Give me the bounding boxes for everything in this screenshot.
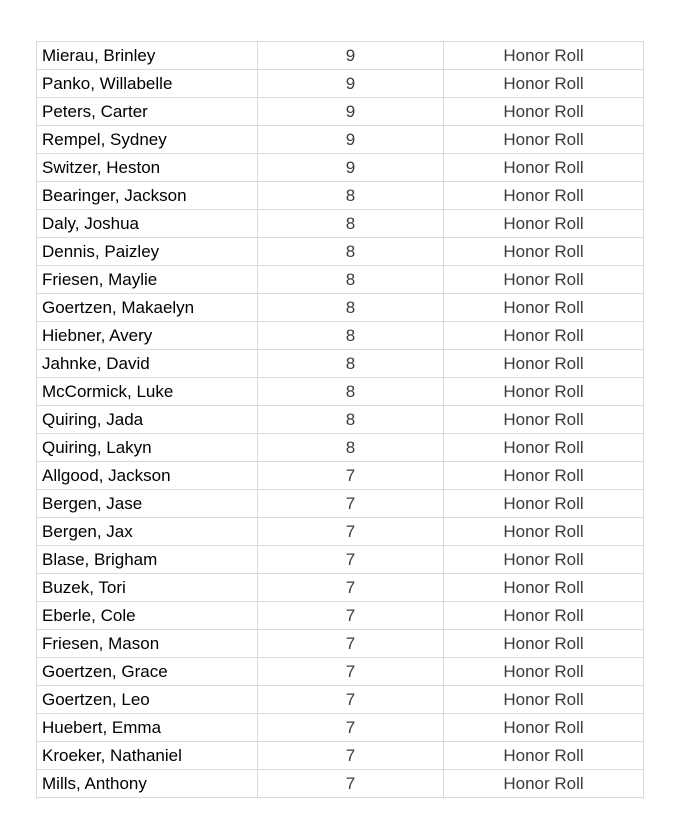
student-name-cell: Switzer, Heston <box>37 154 258 182</box>
table-row <box>37 210 644 238</box>
table-row <box>37 98 644 126</box>
table-row <box>37 686 644 714</box>
award-cell: Honor Roll <box>444 518 644 546</box>
table-row <box>37 322 644 350</box>
table-row <box>37 546 644 574</box>
student-name-cell: Allgood, Jackson <box>37 462 258 490</box>
grade-cell: 7 <box>258 658 444 686</box>
grade-cell: 9 <box>258 70 444 98</box>
grade-cell: 8 <box>258 294 444 322</box>
award-cell: Honor Roll <box>444 238 644 266</box>
table-row <box>37 294 644 322</box>
student-name-cell: Goertzen, Grace <box>37 658 258 686</box>
grade-cell: 7 <box>258 462 444 490</box>
grade-cell: 7 <box>258 546 444 574</box>
student-name-cell: Quiring, Jada <box>37 406 258 434</box>
table-row <box>37 658 644 686</box>
student-name-cell: Goertzen, Makaelyn <box>37 294 258 322</box>
grade-cell: 7 <box>258 742 444 770</box>
award-cell: Honor Roll <box>444 490 644 518</box>
table-row <box>37 42 644 70</box>
student-name-cell: Daly, Joshua <box>37 210 258 238</box>
table-row <box>37 406 644 434</box>
grade-cell: 7 <box>258 686 444 714</box>
table-row <box>37 742 644 770</box>
table-row <box>37 518 644 546</box>
award-cell: Honor Roll <box>444 210 644 238</box>
student-name-cell: Goertzen, Leo <box>37 686 258 714</box>
table-row <box>37 378 644 406</box>
grade-cell: 8 <box>258 322 444 350</box>
grade-cell: 8 <box>258 266 444 294</box>
student-name-cell: Friesen, Mason <box>37 630 258 658</box>
grade-cell: 7 <box>258 770 444 798</box>
student-name-cell: McCormick, Luke <box>37 378 258 406</box>
award-cell: Honor Roll <box>444 294 644 322</box>
award-cell: Honor Roll <box>444 154 644 182</box>
student-name-cell: Huebert, Emma <box>37 714 258 742</box>
award-cell: Honor Roll <box>444 378 644 406</box>
award-cell: Honor Roll <box>444 98 644 126</box>
student-name-cell: Friesen, Maylie <box>37 266 258 294</box>
student-name-cell: Hiebner, Avery <box>37 322 258 350</box>
student-name-cell: Eberle, Cole <box>37 602 258 630</box>
grade-cell: 9 <box>258 126 444 154</box>
student-name-cell: Bearinger, Jackson <box>37 182 258 210</box>
student-name-cell: Bergen, Jase <box>37 490 258 518</box>
grade-cell: 8 <box>258 238 444 266</box>
award-cell: Honor Roll <box>444 574 644 602</box>
award-cell: Honor Roll <box>444 406 644 434</box>
table-row <box>37 238 644 266</box>
award-cell: Honor Roll <box>444 742 644 770</box>
student-name-cell: Panko, Willabelle <box>37 70 258 98</box>
student-name-cell: Blase, Brigham <box>37 546 258 574</box>
award-cell: Honor Roll <box>444 434 644 462</box>
table-row <box>37 490 644 518</box>
table-row <box>37 350 644 378</box>
award-cell: Honor Roll <box>444 42 644 70</box>
award-cell: Honor Roll <box>444 182 644 210</box>
award-cell: Honor Roll <box>444 658 644 686</box>
award-cell: Honor Roll <box>444 602 644 630</box>
grade-cell: 7 <box>258 714 444 742</box>
award-cell: Honor Roll <box>444 770 644 798</box>
award-cell: Honor Roll <box>444 462 644 490</box>
table-row <box>37 154 644 182</box>
award-cell: Honor Roll <box>444 126 644 154</box>
table-row <box>37 770 644 798</box>
grade-cell: 7 <box>258 490 444 518</box>
table-row <box>37 434 644 462</box>
table-body <box>37 42 644 798</box>
table-row <box>37 574 644 602</box>
award-cell: Honor Roll <box>444 322 644 350</box>
student-name-cell: Peters, Carter <box>37 98 258 126</box>
grade-cell: 8 <box>258 406 444 434</box>
award-cell: Honor Roll <box>444 350 644 378</box>
student-name-cell: Kroeker, Nathaniel <box>37 742 258 770</box>
grade-cell: 7 <box>258 574 444 602</box>
student-name-cell: Mierau, Brinley <box>37 42 258 70</box>
table-row <box>37 602 644 630</box>
grade-cell: 7 <box>258 518 444 546</box>
grade-cell: 7 <box>258 602 444 630</box>
student-name-cell: Bergen, Jax <box>37 518 258 546</box>
grade-cell: 9 <box>258 98 444 126</box>
grade-cell: 8 <box>258 350 444 378</box>
table-row <box>37 630 644 658</box>
student-name-cell: Jahnke, David <box>37 350 258 378</box>
award-cell: Honor Roll <box>444 266 644 294</box>
award-cell: Honor Roll <box>444 70 644 98</box>
grade-cell: 8 <box>258 182 444 210</box>
award-cell: Honor Roll <box>444 630 644 658</box>
table-row <box>37 266 644 294</box>
student-name-cell: Dennis, Paizley <box>37 238 258 266</box>
grade-cell: 9 <box>258 154 444 182</box>
award-cell: Honor Roll <box>444 686 644 714</box>
student-name-cell: Mills, Anthony <box>37 770 258 798</box>
grade-cell: 7 <box>258 630 444 658</box>
grade-cell: 8 <box>258 378 444 406</box>
table-row <box>37 126 644 154</box>
award-cell: Honor Roll <box>444 714 644 742</box>
table-row <box>37 70 644 98</box>
student-name-cell: Quiring, Lakyn <box>37 434 258 462</box>
grade-cell: 8 <box>258 434 444 462</box>
grade-cell: 9 <box>258 42 444 70</box>
student-name-cell: Buzek, Tori <box>37 574 258 602</box>
honor-roll-table <box>36 41 644 798</box>
award-cell: Honor Roll <box>444 546 644 574</box>
table-row <box>37 182 644 210</box>
grade-cell: 8 <box>258 210 444 238</box>
student-name-cell: Rempel, Sydney <box>37 126 258 154</box>
table-row <box>37 714 644 742</box>
table-row <box>37 462 644 490</box>
